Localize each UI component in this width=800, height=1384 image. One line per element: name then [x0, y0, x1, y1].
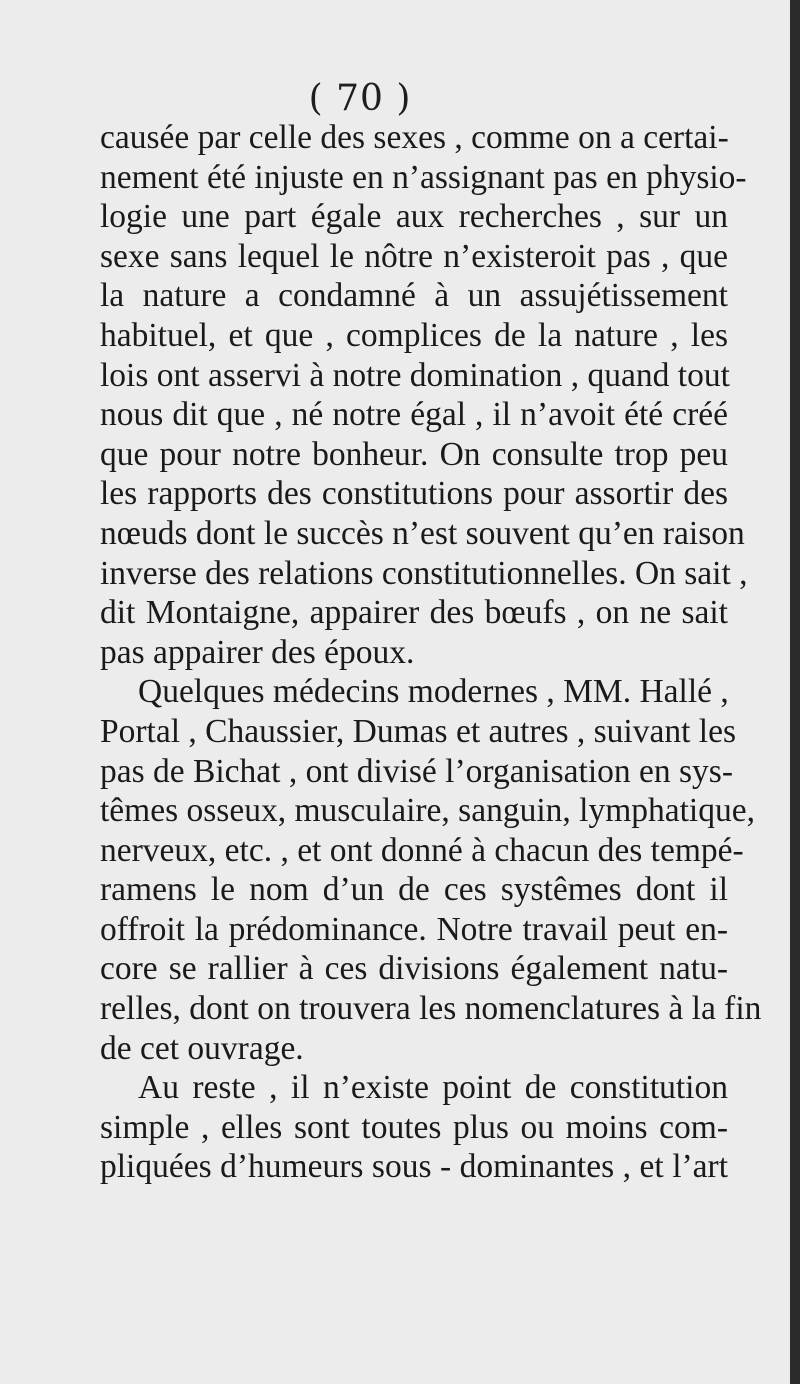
text-line: ramens le nom d’un de ces systêmes dont il	[100, 871, 728, 909]
text-line: offroit la prédominance. Notre travail peut en-	[100, 910, 728, 948]
text-line: inverse des relations constitutionnelles. On sait ,	[100, 554, 748, 592]
text-line: pas appairer des époux.	[100, 633, 415, 671]
page-number: ( 70 )	[308, 78, 412, 119]
text-line: nœuds dont le succès n’est souvent qu’en raison	[100, 514, 745, 552]
page-edge-shadow	[790, 0, 800, 1384]
text-line: que pour notre bonheur. On consulte trop peu	[100, 435, 728, 473]
text-line: la nature a condamné à un assujétissement	[100, 277, 728, 315]
text-line: les rapports des constitutions pour assortir des	[100, 475, 728, 513]
text-line: nement été injuste en n’assignant pas en physio-	[100, 158, 747, 196]
text-line: têmes osseux, musculaire, sanguin, lymphatique,	[100, 792, 755, 830]
text-line: logie une part égale aux recherches , sur un	[100, 198, 728, 236]
text-line: core se rallier à ces divisions également natu-	[100, 950, 728, 988]
text-line: lois ont asservi à notre domination , quand tout	[100, 356, 730, 394]
text-line: causée par celle des sexes , comme on a certai-	[100, 119, 729, 156]
text-line: Portal , Chaussier, Dumas et autres , suivant les	[100, 712, 736, 750]
text-line: de cet ouvrage.	[100, 1029, 304, 1067]
text-line: dit Montaigne, appairer des bœufs , on ne sait	[100, 594, 728, 632]
text-line: pliquées d’humeurs sous - dominantes , et l’art	[100, 1148, 728, 1186]
text-line: relles, dont on trouvera les nomenclatures à la fin	[100, 990, 762, 1028]
text-line: nerveux, etc. , et ont donné à chacun des tempé-	[100, 831, 744, 869]
text-line: simple , elles sont toutes plus ou moins com-	[100, 1108, 728, 1146]
text-line: sexe sans lequel le nôtre n’existeroit pas , que	[100, 237, 728, 275]
text-line: pas de Bichat , ont divisé l’organisation en sys-	[100, 752, 733, 790]
body-text	[100, 118, 762, 1187]
text-line: habituel, et que , complices de la nature , les	[100, 316, 728, 354]
text-line: Quelques médecins modernes , MM. Hallé ,	[138, 673, 729, 711]
text-line: nous dit que , né notre égal , il n’avoit été créé	[100, 396, 728, 434]
text-line: Au reste , il n’existe point de constitution	[138, 1069, 728, 1107]
